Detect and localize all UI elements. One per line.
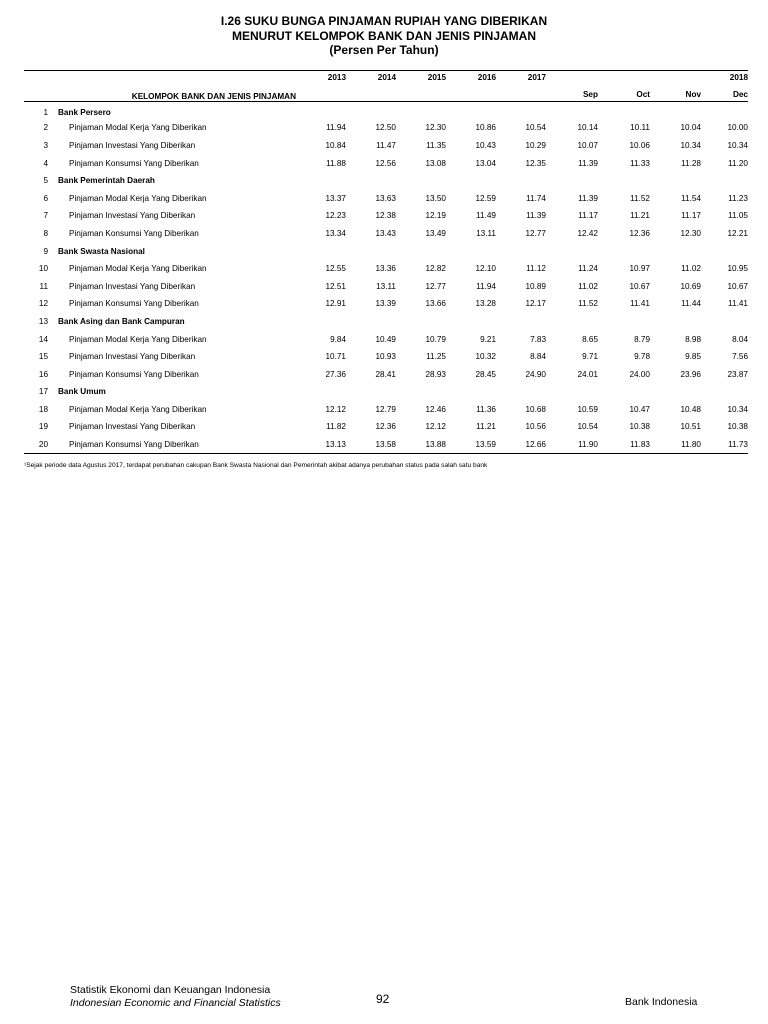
rate-cell: 13.59 <box>475 439 496 449</box>
row-number: 11 <box>39 281 48 291</box>
table-row <box>24 172 748 190</box>
rate-cell: 9.71 <box>582 352 598 362</box>
rate-cell: 11.52 <box>630 193 650 203</box>
row-number: 1 <box>43 108 48 118</box>
rate-cell <box>346 172 396 190</box>
rate-cell: 10.69 <box>680 281 701 291</box>
rate-cell: 11.21 <box>476 422 496 432</box>
rate-cell: 13.36 <box>375 264 396 274</box>
rate-cell: 24.00 <box>629 369 650 379</box>
bank-group-label: Bank Swasta Nasional <box>58 246 145 256</box>
loan-type-label: Pinjaman Investasi Yang Diberikan <box>69 352 196 362</box>
year-header-row <box>24 71 748 83</box>
rate-cell: 12.77 <box>425 281 446 291</box>
rate-cell: 11.12 <box>526 264 546 274</box>
rate-cell: 10.59 <box>577 404 598 414</box>
rate-cell: 11.17 <box>681 211 701 221</box>
rate-cell: 13.39 <box>375 299 396 309</box>
table-row <box>24 242 748 260</box>
month-header <box>396 82 446 102</box>
publication-title-id: Statistik Ekonomi dan Keuangan Indonesia <box>70 984 271 996</box>
rate-cell: 11.52 <box>578 299 598 309</box>
rate-cell <box>346 383 396 401</box>
rate-cell: 10.84 <box>325 140 346 150</box>
rate-cell: 11.28 <box>681 158 701 168</box>
year-header: 2015 <box>396 71 446 83</box>
rate-cell: 11.74 <box>526 193 546 203</box>
rate-cell: 8.04 <box>732 334 748 344</box>
table-row <box>24 207 748 225</box>
table-row <box>24 401 748 419</box>
rate-cell: 12.56 <box>375 158 396 168</box>
rate-cell <box>546 242 598 260</box>
title-line-2: MENURUT KELOMPOK BANK DAN JENIS PINJAMAN <box>231 28 536 43</box>
rate-cell <box>396 242 446 260</box>
row-number: 20 <box>38 439 48 449</box>
month-header: Oct <box>636 90 650 99</box>
row-number: 4 <box>43 158 48 168</box>
rate-cell: 12.17 <box>525 299 546 309</box>
title-line-3: (Persen Per Tahun) <box>329 43 439 57</box>
row-number: 6 <box>43 193 48 203</box>
publication-title-en: Indonesian Economic and Financial Statistics <box>70 996 281 1009</box>
rate-cell <box>701 102 748 120</box>
rate-cell: 12.30 <box>680 228 701 238</box>
loan-type-label: Pinjaman Modal Kerja Yang Diberikan <box>69 193 207 203</box>
rate-cell: 10.00 <box>727 123 748 133</box>
rate-cell: 10.67 <box>727 281 748 291</box>
rate-cell: 12.66 <box>525 439 546 449</box>
rate-cell <box>598 242 650 260</box>
rate-cell: 10.68 <box>525 404 546 414</box>
table-row <box>24 119 748 137</box>
rate-cell <box>650 172 701 190</box>
rate-cell: 11.82 <box>326 422 346 432</box>
rate-cell: 10.32 <box>475 352 496 362</box>
rate-cell: 10.29 <box>525 140 546 150</box>
rate-cell: 12.91 <box>325 299 346 309</box>
rate-cell: 12.36 <box>629 228 650 238</box>
rate-cell: 13.66 <box>425 299 446 309</box>
loan-type-label: Pinjaman Konsumsi Yang Diberikan <box>69 228 199 238</box>
rate-cell: 10.47 <box>629 404 650 414</box>
rate-cell <box>446 102 496 120</box>
rate-cell: 7.56 <box>732 352 748 362</box>
rate-cell <box>296 102 346 120</box>
rate-cell: 9.84 <box>330 334 346 344</box>
rate-cell: 10.48 <box>680 404 701 414</box>
loan-type-label: Pinjaman Modal Kerja Yang Diberikan <box>69 404 207 414</box>
rate-cell: 24.01 <box>577 369 598 379</box>
rate-cell: 12.55 <box>325 264 346 274</box>
rate-cell <box>396 383 446 401</box>
rate-cell: 10.67 <box>629 281 650 291</box>
rate-cell <box>346 102 396 120</box>
rate-cell: 8.65 <box>582 334 598 344</box>
rate-cell: 9.78 <box>634 352 650 362</box>
rate-cell: 10.54 <box>525 123 546 133</box>
rate-cell <box>701 313 748 331</box>
loan-type-label: Pinjaman Investasi Yang Diberikan <box>69 211 196 221</box>
rate-cell: 28.45 <box>475 369 496 379</box>
rate-cell: 11.73 <box>728 439 748 449</box>
row-number: 10 <box>38 264 48 274</box>
rate-cell <box>650 242 701 260</box>
row-number: 16 <box>38 369 48 379</box>
month-header <box>346 82 396 102</box>
rate-cell: 10.89 <box>525 281 546 291</box>
loan-type-label: Pinjaman Investasi Yang Diberikan <box>69 140 196 150</box>
rate-cell: 11.39 <box>578 158 598 168</box>
rate-cell: 11.54 <box>681 193 701 203</box>
rate-cell: 10.51 <box>680 422 701 432</box>
month-header: Nov <box>685 90 701 99</box>
rate-cell <box>650 102 701 120</box>
rate-cell: 13.11 <box>476 228 496 238</box>
rate-cell: 28.41 <box>375 369 396 379</box>
loan-type-label: Pinjaman Konsumsi Yang Diberikan <box>69 369 199 379</box>
table-body <box>24 102 748 454</box>
rate-cell: 11.17 <box>578 211 598 221</box>
rate-cell: 11.88 <box>326 158 346 168</box>
rate-cell: 10.38 <box>629 422 650 432</box>
rate-cell <box>446 172 496 190</box>
rate-cell: 10.54 <box>577 422 598 432</box>
row-number: 14 <box>38 334 48 344</box>
rate-cell: 12.38 <box>375 211 396 221</box>
row-number: 2 <box>43 123 48 133</box>
rate-cell <box>446 313 496 331</box>
rate-cell: 10.34 <box>680 140 701 150</box>
rate-cell: 13.34 <box>325 228 346 238</box>
rate-cell <box>396 172 446 190</box>
rate-cell <box>446 242 496 260</box>
row-number: 8 <box>43 228 48 238</box>
loan-type-label: Pinjaman Modal Kerja Yang Diberikan <box>69 123 207 133</box>
rate-cell: 12.12 <box>425 422 446 432</box>
rate-cell: 12.82 <box>425 264 446 274</box>
rate-cell: 13.13 <box>325 439 346 449</box>
publication-title <box>70 984 281 1009</box>
rate-cell: 10.14 <box>577 123 598 133</box>
rate-cell: 13.04 <box>475 158 496 168</box>
rate-cell: 11.49 <box>476 211 496 221</box>
table-header <box>24 71 748 102</box>
rate-cell <box>496 172 546 190</box>
loan-type-label: Pinjaman Konsumsi Yang Diberikan <box>69 158 199 168</box>
month-header <box>296 82 346 102</box>
month-header <box>496 82 546 102</box>
year-header: 2018 <box>701 71 748 83</box>
table-row <box>24 383 748 401</box>
footnote: ¹Sejak periode data Agustus 2017, terdapat perubahan cakupan Bank Swasta Nasional dan Pemerintah akibat adanya perubahan status pada salah satu bank <box>24 462 488 469</box>
rate-cell: 23.96 <box>680 369 701 379</box>
bank-group-label: Bank Asing dan Bank Campuran <box>58 316 185 326</box>
rate-cell: 10.93 <box>375 352 396 362</box>
rate-cell: 11.94 <box>326 123 346 133</box>
month-header: Sep <box>582 90 598 99</box>
rate-cell: 11.36 <box>476 404 496 414</box>
row-number: 3 <box>43 140 48 150</box>
rate-cell <box>396 313 446 331</box>
table-row <box>24 348 748 366</box>
rate-cell: 11.33 <box>630 158 650 168</box>
rate-cell: 13.11 <box>376 281 396 291</box>
table-row <box>24 260 748 278</box>
rate-cell: 11.02 <box>681 264 701 274</box>
row-number: 17 <box>38 387 48 397</box>
rate-cell: 12.42 <box>577 228 598 238</box>
rate-cell: 12.21 <box>727 228 748 238</box>
rate-cell: 10.07 <box>577 140 598 150</box>
table-row <box>24 330 748 348</box>
rate-cell: 11.94 <box>476 281 496 291</box>
rate-cell: 10.34 <box>727 140 748 150</box>
rate-cell: 13.28 <box>475 299 496 309</box>
row-number: 9 <box>43 246 48 256</box>
rate-cell: 10.56 <box>525 422 546 432</box>
rate-cell: 8.84 <box>530 352 546 362</box>
rate-cell <box>496 383 546 401</box>
rate-cell <box>346 242 396 260</box>
rate-cell: 11.20 <box>728 158 748 168</box>
loan-type-label: Pinjaman Konsumsi Yang Diberikan <box>69 439 199 449</box>
rate-cell: 11.41 <box>728 299 748 309</box>
table-row <box>24 225 748 243</box>
title-line-1: I.26 SUKU BUNGA PINJAMAN RUPIAH YANG DIBERIKAN <box>220 14 548 28</box>
rate-cell <box>496 313 546 331</box>
rate-cell: 12.77 <box>525 228 546 238</box>
rate-cell: 9.21 <box>480 334 496 344</box>
rate-cell <box>546 383 598 401</box>
rate-cell: 7.83 <box>530 334 546 344</box>
rate-cell: 11.05 <box>728 211 748 221</box>
table-row <box>24 102 748 120</box>
rate-cell: 10.95 <box>727 264 748 274</box>
rate-cell <box>598 102 650 120</box>
rate-cell: 13.37 <box>325 193 346 203</box>
rate-cell: 12.50 <box>375 123 396 133</box>
rate-cell: 28.93 <box>425 369 446 379</box>
rate-cell: 10.38 <box>727 422 748 432</box>
table-row <box>24 154 748 172</box>
year-header <box>546 71 598 83</box>
table-row <box>24 189 748 207</box>
rate-cell <box>346 313 396 331</box>
rate-cell: 13.58 <box>375 439 396 449</box>
rate-cell: 11.90 <box>578 439 598 449</box>
rate-cell: 11.24 <box>578 264 598 274</box>
rate-cell <box>598 172 650 190</box>
rate-cell: 11.02 <box>578 281 598 291</box>
rate-cell: 13.50 <box>425 193 446 203</box>
row-number: 15 <box>38 352 48 362</box>
rate-cell: 12.12 <box>325 404 346 414</box>
rate-cell: 11.80 <box>681 439 701 449</box>
year-header: 2016 <box>446 71 496 83</box>
rate-cell <box>296 313 346 331</box>
table-row <box>24 295 748 313</box>
rate-cell: 8.79 <box>634 334 650 344</box>
rate-cell <box>650 383 701 401</box>
bank-group-label: Bank Persero <box>58 108 111 118</box>
rate-cell: 10.79 <box>425 334 446 344</box>
row-number: 18 <box>38 404 48 414</box>
rate-cell: 11.35 <box>426 140 446 150</box>
rate-cell: 10.11 <box>630 123 650 133</box>
rate-cell: 11.39 <box>526 211 546 221</box>
table-row <box>24 277 748 295</box>
rate-cell: 9.85 <box>685 352 701 362</box>
rate-cell: 13.08 <box>425 158 446 168</box>
table-row <box>24 137 748 155</box>
rate-cell: 10.04 <box>680 123 701 133</box>
rate-cell: 10.06 <box>629 140 650 150</box>
publisher-name: Bank Indonesia <box>625 996 698 1008</box>
rate-cell: 12.79 <box>375 404 396 414</box>
year-header: 2014 <box>346 71 396 83</box>
rate-cell: 12.46 <box>425 404 446 414</box>
rate-cell <box>296 242 346 260</box>
row-number: 5 <box>43 176 48 186</box>
rate-cell <box>701 242 748 260</box>
loan-type-label: Pinjaman Investasi Yang Diberikan <box>69 281 196 291</box>
page-number: 92 <box>376 992 390 1006</box>
table-row <box>24 365 748 383</box>
rate-cell <box>396 102 446 120</box>
rate-cell <box>496 242 546 260</box>
rate-cell: 12.59 <box>475 193 496 203</box>
loan-type-label: Pinjaman Modal Kerja Yang Diberikan <box>69 334 207 344</box>
rate-cell <box>650 313 701 331</box>
year-header: 2017 <box>496 71 546 83</box>
loan-type-label: Pinjaman Modal Kerja Yang Diberikan <box>69 264 207 274</box>
rate-cell: 11.21 <box>630 211 650 221</box>
interest-rate-table <box>24 70 748 454</box>
bank-group-label: Bank Pemerintah Daerah <box>58 176 155 186</box>
rate-cell: 10.49 <box>375 334 396 344</box>
rate-cell: 23.87 <box>727 369 748 379</box>
rate-cell <box>296 383 346 401</box>
rate-cell: 12.10 <box>475 264 496 274</box>
rate-cell: 11.23 <box>728 193 748 203</box>
group-column-header: KELOMPOK BANK DAN JENIS PINJAMAN <box>24 71 296 102</box>
rate-cell: 12.19 <box>425 211 446 221</box>
rate-cell: 10.43 <box>475 140 496 150</box>
rate-cell: 27.36 <box>325 369 346 379</box>
row-number: 7 <box>43 211 48 221</box>
rate-cell: 12.30 <box>425 123 446 133</box>
row-number: 13 <box>38 316 48 326</box>
rate-cell: 10.71 <box>325 352 346 362</box>
bank-group-label: Bank Umum <box>58 387 106 397</box>
rate-cell: 13.88 <box>425 439 446 449</box>
rate-cell: 11.83 <box>630 439 650 449</box>
row-number: 12 <box>38 299 48 309</box>
rate-cell: 11.25 <box>426 352 446 362</box>
rate-cell <box>598 313 650 331</box>
rate-cell: 11.44 <box>681 299 701 309</box>
rate-cell <box>546 313 598 331</box>
rate-cell: 13.63 <box>375 193 396 203</box>
rate-cell <box>446 383 496 401</box>
row-number: 19 <box>38 422 48 432</box>
rate-cell <box>546 172 598 190</box>
rate-cell <box>546 102 598 120</box>
year-header: 2013 <box>296 71 346 83</box>
rate-cell: 10.97 <box>629 264 650 274</box>
rate-cell: 10.34 <box>727 404 748 414</box>
table-row <box>24 418 748 436</box>
rate-cell: 24.90 <box>525 369 546 379</box>
rate-cell: 11.41 <box>630 299 650 309</box>
rate-cell: 13.49 <box>425 228 446 238</box>
year-header <box>650 71 701 83</box>
rate-cell <box>701 172 748 190</box>
month-header: Dec <box>732 90 748 99</box>
table-title <box>0 14 768 58</box>
rate-cell: 12.51 <box>325 281 346 291</box>
loan-type-label: Pinjaman Konsumsi Yang Diberikan <box>69 299 199 309</box>
rate-cell: 13.43 <box>375 228 396 238</box>
rate-cell <box>296 172 346 190</box>
rate-cell: 10.86 <box>475 123 496 133</box>
year-header <box>598 71 650 83</box>
rate-cell: 12.35 <box>525 158 546 168</box>
table-row <box>24 313 748 331</box>
rate-cell: 12.23 <box>325 211 346 221</box>
rate-cell: 11.39 <box>578 193 598 203</box>
rate-cell: 11.47 <box>376 140 396 150</box>
loan-type-label: Pinjaman Investasi Yang Diberikan <box>69 422 196 432</box>
rate-cell <box>496 102 546 120</box>
rate-cell: 8.98 <box>685 334 701 344</box>
rate-cell <box>598 383 650 401</box>
table-row <box>24 436 748 454</box>
rate-cell <box>701 383 748 401</box>
rate-cell: 12.36 <box>375 422 396 432</box>
month-header <box>446 82 496 102</box>
